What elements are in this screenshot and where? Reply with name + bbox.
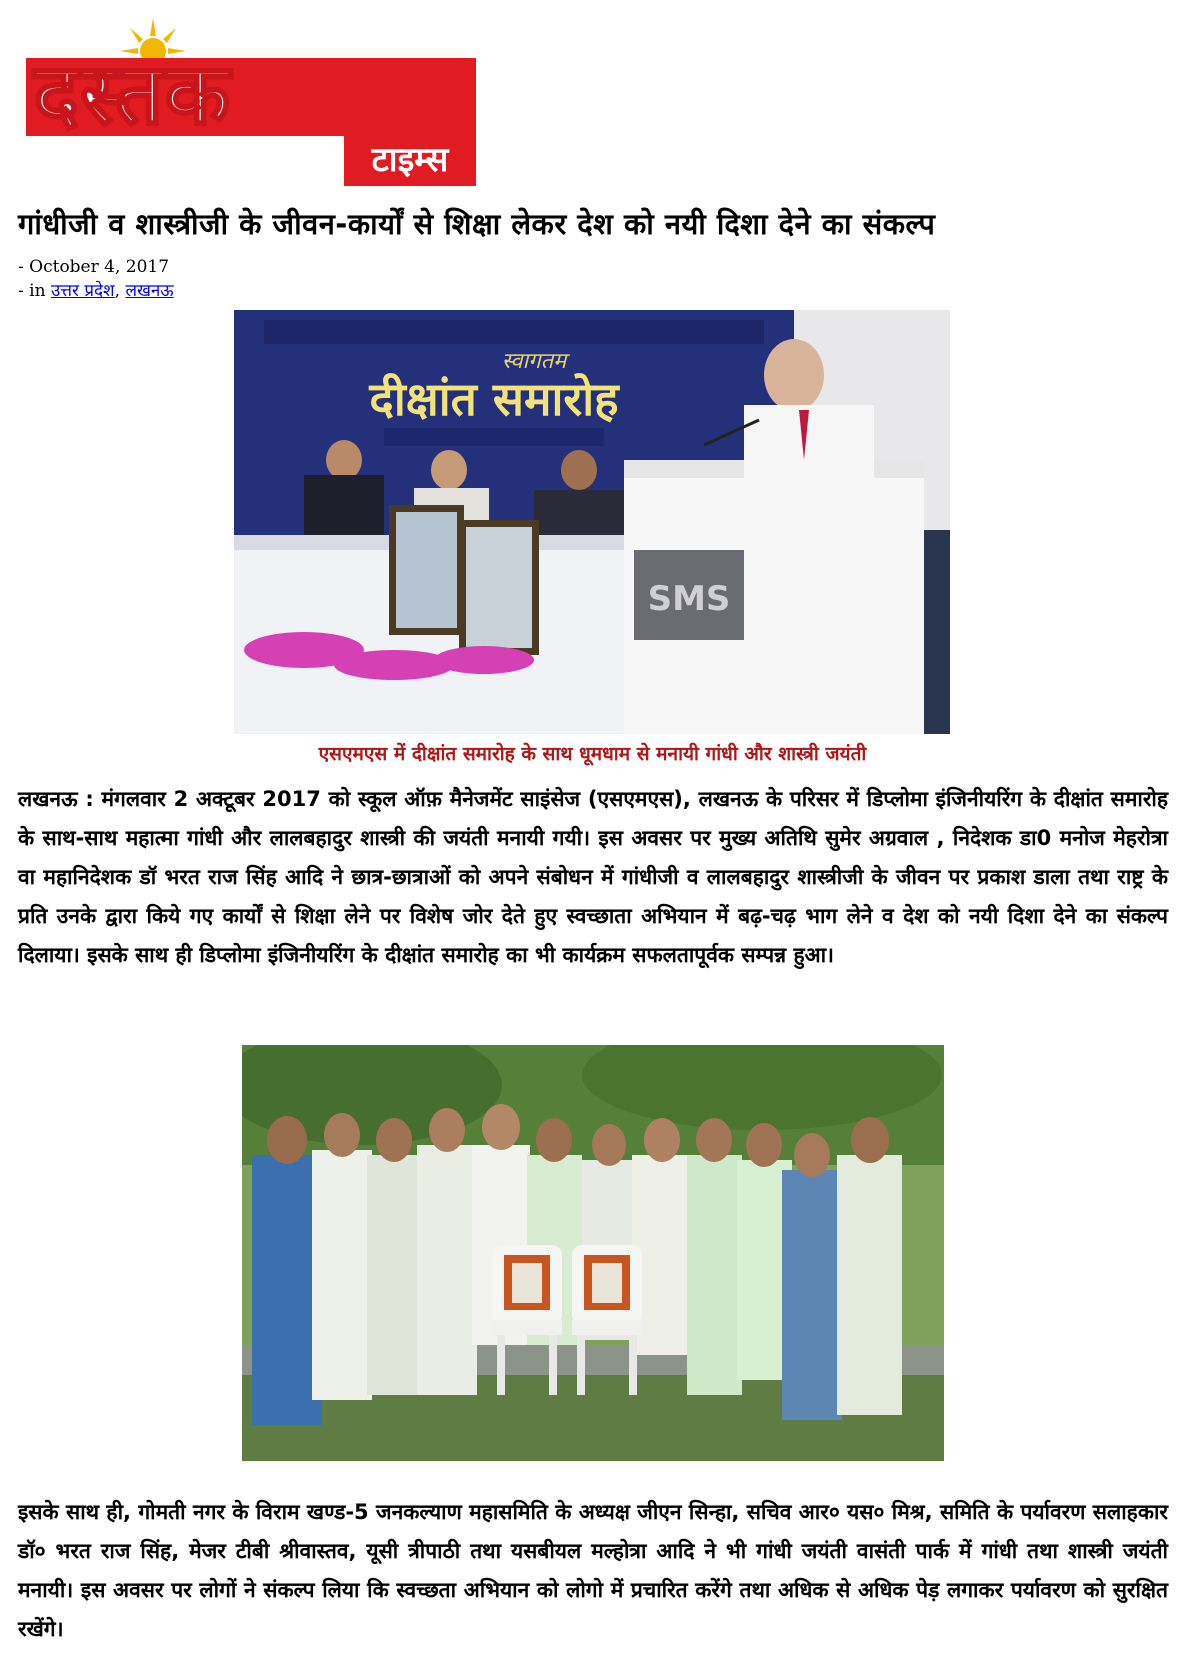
in-prefix: - in bbox=[18, 281, 51, 301]
banner-welcome-text: स्वागतम bbox=[501, 349, 567, 374]
article-categories bbox=[18, 279, 174, 303]
logo-wordmark: दस्तक bbox=[34, 45, 232, 143]
category-separator: , bbox=[114, 281, 126, 301]
convocation-photo bbox=[234, 310, 950, 734]
category-link-lucknow[interactable]: लखनऊ bbox=[125, 281, 174, 301]
article-paragraph-2: इसके साथ ही, गोमती नगर के विराम खण्ड-5 जनकल्याण महासमिति के अध्यक्ष जीएन सिन्हा, सचिव आर० यस० मिश्र, समिति के पर्यावरण सलाहकार डॉ० भरत राज सिंह, मेजर टीबी श्रीवास्तव, यूसी त्रीपाठी तथा यसबीयल मल्होत्रा आदि ने भी गांधी जयंती वासंती पार्क में गांधी तथा शास्त्री जयंती मनायी। इस अवसर पर लोगों ने संकल्प लिया कि स्वच्छता अभियान को लोगो में प्रचारित करेंगे तथा अधिक से अधिक पेड़ लगाकर पर्यावरण को सुरक्षित रखेंगे। bbox=[18, 1500, 1168, 1641]
article-paragraph-1: लखनऊ : मंगलवार 2 अक्टूबर 2017 को स्कूल ऑफ़ मैनेजमेंट साइंसेज (एसएमएस), लखनऊ के परिसर में डिप्लोमा इंजिनीयरिंग के दीक्षांत समारोह के साथ-साथ महात्मा गांधी और लालबहादुर शास्त्री की जयंती मनायी गयी। इस अवसर पर मुख्य अतिथि सुमेर अग्रवाल , निदेशक डा0 मनोज मेहरोत्रा वा महानिदेशक डॉ भरत राज सिंह आदि ने छात्र-छात्राओं को अपने संबोधन में गांधीजी व लालबहादुर शास्त्रीजी के जीवन पर प्रकाश डाला तथा राष्ट्र के प्रति उनके द्वारा किये गए कार्यों से शिक्षा लेने पर विशेष जोर देते हुए स्वच्छाता अभियान में बढ़-चढ़ भाग लेने व देश को नयी दिशा देने का संकल्प दिलाया। इसके साथ ही डिप्लोमा इंजिनीयरिंग के दीक्षांत समारोह का भी कार्यक्रम सफलतापूर्वक सम्पन्न हुआ। bbox=[18, 787, 1168, 967]
article-headline: गांधीजी व शास्त्रीजी के जीवन-कार्यों से शिक्षा लेकर देश को नयी दिशा देने का संकल्प bbox=[18, 207, 936, 241]
photo-caption: एसएमएस में दीक्षांत समारोह के साथ धूमधाम से मनायी गांधी और शास्त्री जयंती bbox=[318, 743, 867, 765]
article-meta bbox=[18, 255, 174, 303]
category-link-uttar-pradesh[interactable]: उत्तर प्रदेश bbox=[50, 281, 115, 301]
park-group-photo bbox=[242, 1045, 944, 1461]
article-date: - October 4, 2017 bbox=[18, 257, 170, 277]
banner-title-text: दीक्षांत समारोह bbox=[369, 372, 619, 426]
masthead-logo bbox=[26, 16, 476, 186]
logo-subtitle: टाइम्स bbox=[344, 136, 476, 186]
podium-logo-text: SMS bbox=[647, 579, 731, 619]
